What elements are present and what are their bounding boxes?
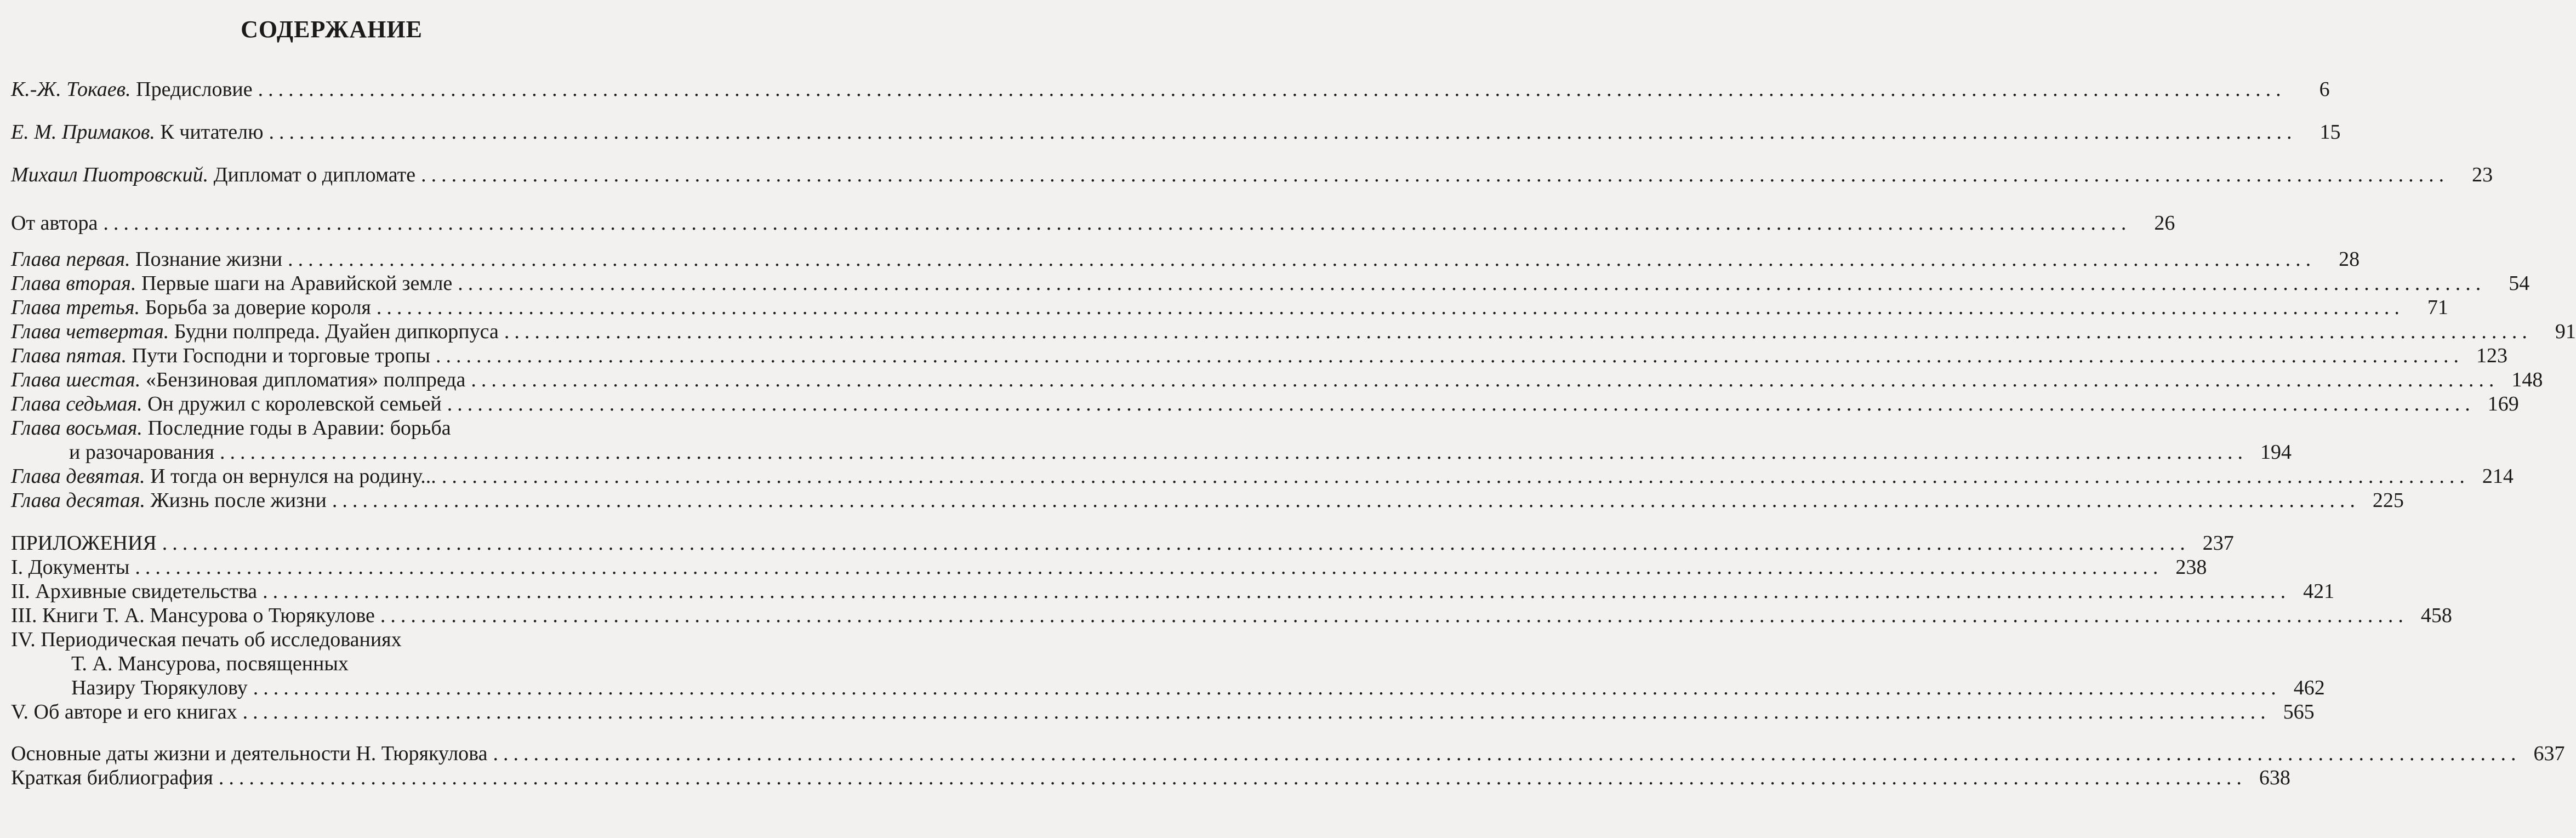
toc-page-number: 458	[2420, 604, 2452, 627]
toc-chapter-label: Глава третья.	[11, 296, 140, 319]
toc-appendix-5	[11, 699, 2315, 725]
leader-dots: ........................................................................................................................................................................................................	[471, 368, 2499, 391]
toc-entry-title: Краткая библиография	[11, 766, 213, 789]
toc-entry-foreword	[11, 77, 2330, 102]
toc-page-number: 54	[2509, 272, 2530, 295]
toc-chapter-5	[11, 343, 2508, 368]
toc-chapter-label: Глава четвертая.	[11, 320, 169, 343]
toc-appendix-4-continued: Т. А. Мансурова, посвященных	[71, 652, 349, 675]
toc-page-number: 638	[2259, 766, 2290, 789]
toc-entry-title: Дипломат о дипломате	[213, 163, 416, 186]
toc-chapter-label: Глава вторая.	[11, 272, 136, 295]
toc-appendix-4: IV. Периодическая печать об исследованиях	[11, 628, 402, 651]
toc-author: К.-Ж. Токаев.	[11, 78, 131, 101]
toc-entry-title: Он дружил с королевской семьей	[147, 392, 442, 415]
toc-entry-title: Жизнь после жизни	[150, 489, 327, 512]
toc-chapter-2	[11, 271, 2530, 296]
leader-dots: ........................................................................................................................................................................................................	[253, 676, 2281, 699]
toc-entry-title: «Бензиновая дипломатия» полпреда	[145, 368, 466, 391]
toc-entry-title: Борьба за доверие короля	[145, 296, 371, 319]
toc-page-number: 26	[2154, 212, 2175, 235]
toc-chapter-label: Глава восьмая.	[11, 417, 143, 440]
toc-page-number: 71	[2427, 296, 2448, 319]
leader-dots: ........................................................................................................................................................................................................	[162, 532, 2190, 555]
toc-entry-to-reader	[11, 119, 2341, 145]
toc-chapter-label: Глава десятая.	[11, 489, 146, 512]
leader-dots: ........................................................................................................................................................................................................	[263, 580, 2291, 603]
toc-page-number: 194	[2260, 441, 2292, 464]
toc-entry-title: К читателю	[160, 121, 264, 144]
toc-entry-dates	[11, 741, 2565, 766]
leader-dots: ........................................................................................................................................................................................................	[103, 212, 2132, 235]
toc-page-number: 237	[2202, 532, 2234, 555]
toc-page-number: 225	[2372, 489, 2404, 512]
toc-entry-title: Основные даты жизни и деятельности Н. Тюрякулова	[11, 742, 488, 765]
toc-chapter-label: Глава девятая.	[11, 465, 145, 488]
toc-page-number: 6	[2319, 78, 2330, 101]
toc-page-number: 421	[2303, 580, 2335, 603]
toc-entry-diplomat	[11, 162, 2493, 187]
toc-chapter-8	[11, 415, 651, 441]
toc-entry-title: И тогда он вернулся на родину...	[150, 465, 436, 488]
toc-entry-bibliography	[11, 765, 2290, 790]
toc-chapter-1	[11, 247, 2360, 272]
toc-chapter-7	[11, 391, 2519, 417]
leader-dots: ........................................................................................................................................................................................................	[447, 392, 2475, 415]
leader-dots: ........................................................................................................................................................................................................	[135, 556, 2163, 579]
leader-dots: ........................................................................................................................................................................................................	[269, 121, 2297, 144]
leader-dots: ........................................................................................................................................................................................................	[219, 441, 2248, 464]
toc-page-number: 238	[2175, 556, 2207, 579]
toc-appendix-1	[11, 555, 2207, 580]
toc-page-number: 23	[2472, 163, 2493, 186]
leader-dots: ........................................................................................................................................................................................................	[441, 465, 2470, 488]
toc-entry-title: Пути Господни и торговые тропы	[132, 344, 431, 367]
toc-entry-title: III. Книги Т. А. Мансурова о Тюрякулове	[11, 604, 375, 627]
toc-entry-title: Последние годы в Аравии: борьба	[147, 417, 451, 440]
toc-chapter-9	[11, 464, 2514, 489]
toc-chapter-8-continued	[69, 440, 2292, 465]
toc-entry-title: Назиру Тюрякулову	[71, 676, 248, 699]
toc-entry-title: Будни полпреда. Дуайен дипкорпуса	[174, 320, 499, 343]
toc-chapter-label: Глава пятая.	[11, 344, 127, 367]
toc-entry-from-author	[11, 210, 2175, 236]
toc-chapter-label: Глава седьмая.	[11, 392, 143, 415]
leader-dots: ........................................................................................................................................................................................................	[218, 766, 2247, 789]
toc-page-number: 91	[2555, 320, 2576, 343]
toc-entry-title: От автора	[11, 212, 98, 235]
toc-chapter-4	[11, 319, 2576, 344]
toc-appendix-3	[11, 603, 2452, 628]
toc-page-number: 15	[2319, 121, 2341, 144]
toc-entry-title: ПРИЛОЖЕНИЯ	[11, 532, 157, 555]
leader-dots: ........................................................................................................................................................................................................	[288, 248, 2316, 271]
toc-entry-title: и разочарования	[69, 441, 214, 464]
toc-page-number: 169	[2487, 392, 2519, 415]
leader-dots: ........................................................................................................................................................................................................	[504, 320, 2532, 343]
toc-author: Михаил Пиотровский.	[11, 163, 209, 186]
leader-dots: ........................................................................................................................................................................................................	[380, 604, 2408, 627]
toc-page-number: 123	[2476, 344, 2508, 367]
toc-chapter-6	[11, 367, 2543, 392]
leader-dots: ........................................................................................................................................................................................................	[258, 78, 2286, 101]
toc-author: Е. М. Примаков.	[11, 121, 155, 144]
toc-page-number: 214	[2482, 465, 2514, 488]
toc-chapter-label: Глава шестая.	[11, 368, 141, 391]
toc-entry-title: V. Об авторе и его книгах	[11, 700, 237, 723]
leader-dots: ........................................................................................................................................................................................................	[458, 272, 2486, 295]
leader-dots: ........................................................................................................................................................................................................	[493, 742, 2521, 765]
toc-entry-title: Познание жизни	[135, 248, 283, 271]
toc-page-number: 637	[2533, 742, 2565, 765]
toc-chapter-10	[11, 488, 2404, 513]
toc-appendix-4-continued-2	[71, 675, 2325, 700]
toc-appendix-2	[11, 579, 2335, 604]
leader-dots: ........................................................................................................................................................................................................	[376, 296, 2404, 319]
leader-dots: ........................................................................................................................................................................................................	[436, 344, 2464, 367]
toc-entry-title: Предисловие	[136, 78, 253, 101]
toc-appendix-heading	[11, 531, 2234, 556]
leader-dots: ........................................................................................................................................................................................................	[332, 489, 2360, 512]
toc-page-number: 28	[2339, 248, 2360, 271]
toc-page-number: 148	[2511, 368, 2543, 391]
toc-page-number: 462	[2293, 676, 2325, 699]
toc-entry-title: Первые шаги на Аравийской земле	[141, 272, 453, 295]
leader-dots: ........................................................................................................................................................................................................	[242, 700, 2271, 723]
toc-chapter-3	[11, 295, 2448, 320]
leader-dots: ........................................................................................................................................................................................................	[421, 163, 2449, 186]
toc-chapter-label: Глава первая.	[11, 248, 130, 271]
toc-entry-title: I. Документы	[11, 556, 130, 579]
toc-page-number: 565	[2283, 700, 2315, 723]
page-title: СОДЕРЖАНИЕ	[241, 16, 423, 43]
toc-entry-title: II. Архивные свидетельства	[11, 580, 258, 603]
